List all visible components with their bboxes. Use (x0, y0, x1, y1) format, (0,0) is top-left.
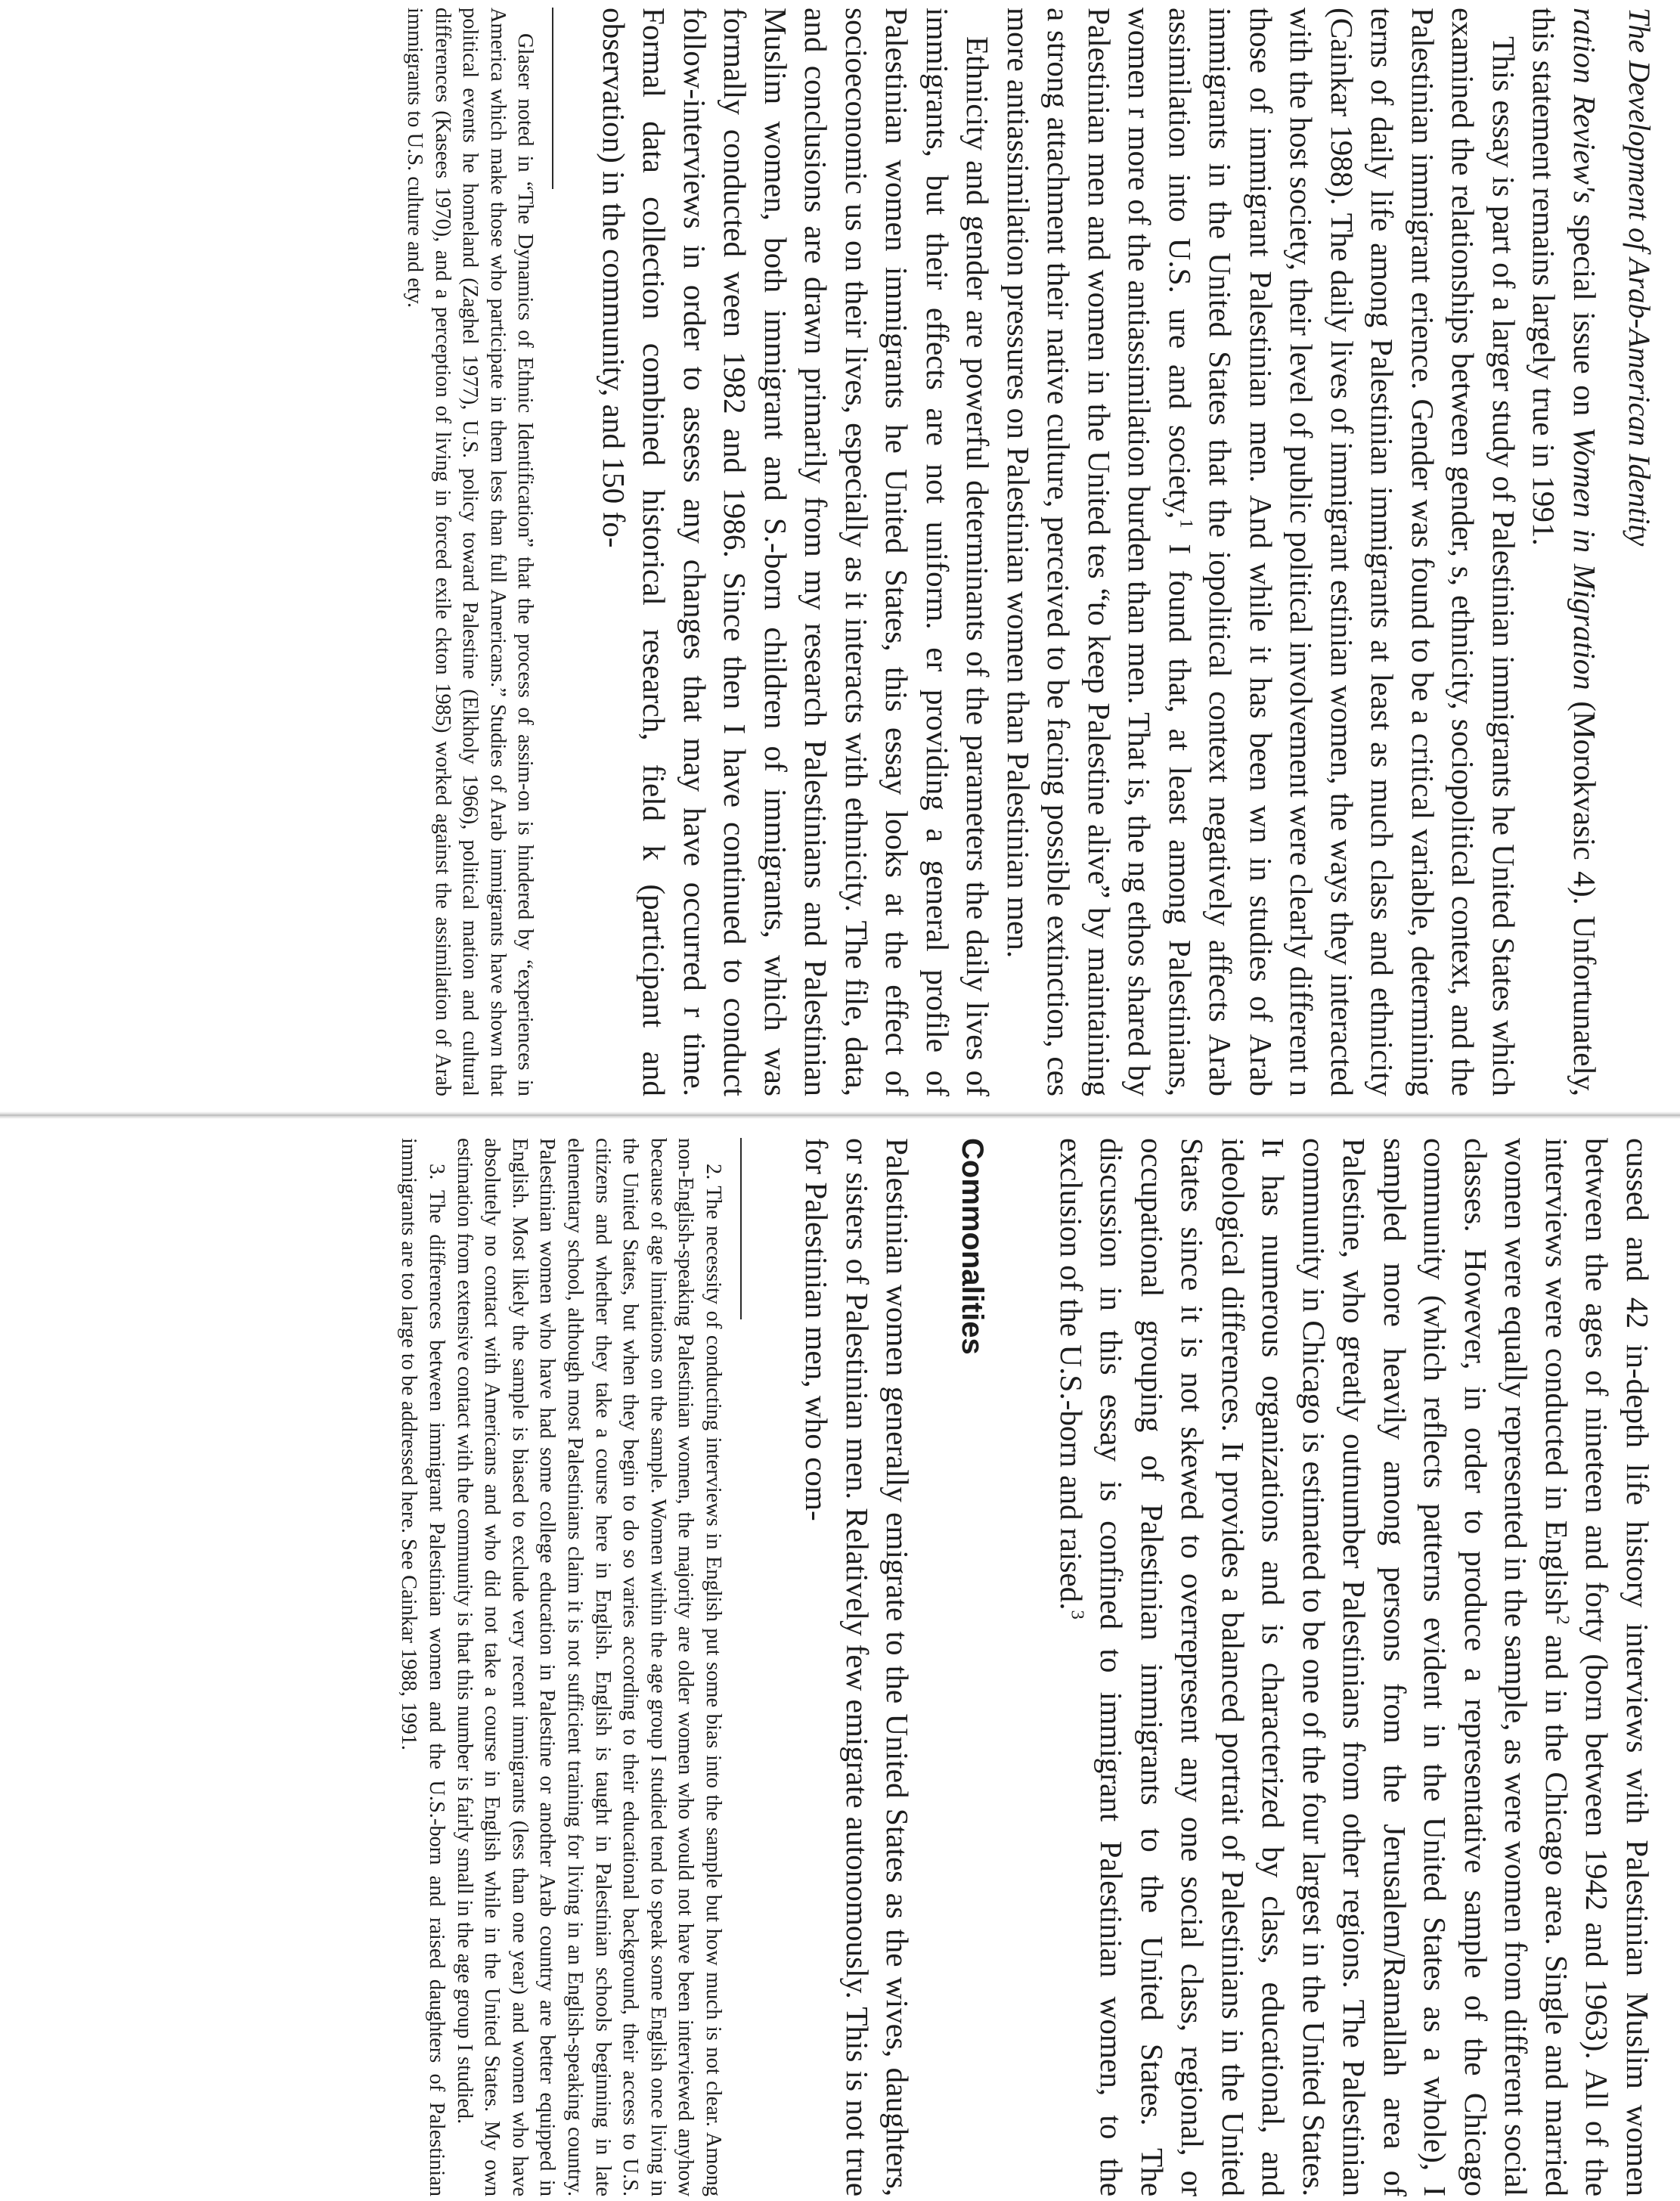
text-run: (Morokvasic 4). Unfortunately, this statement remains largely true in 1991. (1527, 8, 1602, 1097)
left-paragraph-3 (594, 8, 998, 1096)
right-paragraph-2: Palestinian women generally emigrate to the United States as the wives, daughters, or sisters of Palestinian men. Relatively few emigrate autonomously. This is not true for Palestinian men, who com- (799, 1138, 916, 2196)
text-run: special issue on (1567, 203, 1602, 427)
footnote-1: Glaser noted in “The Dynamics of Ethnic Identification” that the process of assim-on is hindered by “experiences in America which make those who participate in them less than full Americans.” Studies of Arab immigrants have shown that political events he homeland (Zaghel 1977), U.S. policy toward Palestine (Elkholy 1966), political mation and cultural differences (Kasees 1970), and a perception of living in forced exile ckton 1985) worked against the assimilation of Arab immigrants to U.S. culture and ety. (403, 8, 538, 1096)
footnote-rule (553, 8, 554, 189)
section-heading: Commonalities (956, 1138, 990, 1355)
footnote-ref-2: 2 (1552, 1615, 1573, 1625)
running-head: The Development of Arab-American Identity (1623, 8, 1657, 547)
left-paragraph-2 (998, 8, 1524, 1096)
left-page (401, 8, 1657, 1096)
right-paragraph-1 (1051, 1138, 1658, 2196)
text-run: and in the Chicago area. Single and married women were equally represented in the sample, as were women from different social classes. However, in order to produce a representative sample of the Chicago community (which reflects patterns evident in the United States as a whole), I sampled more heavily among persons from the Jerusalem/Ramallah area of Palestine, who greatly outnumber Palestinians from other regions. The Palestinian community in Chicago is estimated to be one of the four largest in the United States. It has numerous organizations and is characterized by class, educational, and ideological differences. It provides a balanced portrait of Palestinians in the United States since it is not skewed to overrepresent any one social class, regional, or occupational grouping of Palestinian immigrants to the United States. The discussion in this essay is confined to immigrant Palestinian women, to the exclusion of the U.S.-born and raised. (1054, 1138, 1574, 2196)
footnote-rule (740, 1138, 742, 1319)
text-run: I found that, at least among Palestinians, women r more of the antiassimilation burden than men. That is, the ng ethos shared by Palestinian men and women in the United tes “to keep Palestine alive” by maintaining a strong attachment their native culture, perceived to be facing possible extinction, ces more antiassimilation pressures on Palestinian women than Palestinian men. (1001, 8, 1198, 1096)
right-page (395, 1138, 1657, 2196)
text-run: This essay is part of a larger study of Palestinian immigrants he United States which examined the relationships between gender, s, ethnicity, sociopolitical context, and the Palestinian immigrant erience. Gender was found to be a critical variable, determining terns of daily life among Palestinian immigrants at least as much class and ethnicity (Cainkar 1988). The daily lives of immigrant estinian women, the ways they interacted with the host society, their level of public political involvement were clearly different n those of immigrant Palestinian men. And while it has been wn in studies of Arab immigrants in the United States that the iopolitical context negatively affects Arab assimilation into U.S. ure and society, (1163, 8, 1521, 1096)
book-gutter (0, 1111, 1680, 1119)
footnote-ref-3: 3 (1067, 1610, 1088, 1620)
footnote-ref-1: 1 (1176, 519, 1197, 529)
text-run: cussed and 42 in-depth life history interviews with Palestinian Muslim women between the ages of nineteen and forty (born between 1942 and 1963). All of the interviews were conducted in English (1539, 1138, 1655, 2196)
journal-title-fragment: ration Review's (1567, 8, 1602, 203)
issue-title: Women in Migration (1567, 426, 1602, 690)
text-run: Ethnicity and gender are powerful determinants of the parameters the daily lives of immigrants, but their effects are not uniform. er providing a general profile of Palestinian women immigrants he United States, this essay looks at the effect of socioeconomic us on their lives, especially as it interacts with ethnicity. The file, data, and conclusions are drawn primarily from my research Palestinians and Palestinian Muslim women, both immigrant and S.-born children of immigrants, which was formally conducted ween 1982 and 1986. Since then I have continued to conduct follow-interviews in order to assess any changes that may have occurred r time. Formal data collection combined historical research, field k (participant and observation) in the community, and 150 fo- (597, 8, 996, 1096)
footnote-3: 3. The differences between immigrant Palestinian women and the U.S.-born and raised daughters of Palestinian immigrants are too large to be addressed here. See Cainkar 1988, 1991. (397, 1138, 449, 2196)
footnote-2: 2. The necessity of conducting interviews in English put some bias into the sample but how much is not clear. Among non-English-speaking Palestinian women, the majority are older women who would not have been interviewed anyhow because of age limitations on the sample. Women within the age group I studied tend to speak some English once living in the United States, but when they begin to do so varies according to their educational background, their access to U.S. citizens and whether they take a course here in English. English is taught in Palestinian schools beginning in late elementary school, although most Palestinians claim it is not sufficient training for living in an English-speaking country. Palestinian women who have had some college education in Palestine or another Arab country are better equipped in English. Most likely the sample is biased to exclude very recent immigrants (less than one year) and women who have absolutely no contact with Americans and who did not take a course in English while in the United States. My own estimation from extensive contact with the community is that this number is fairly small in the age group I studied. (452, 1138, 725, 2196)
left-paragraph-1 (1523, 8, 1604, 1096)
